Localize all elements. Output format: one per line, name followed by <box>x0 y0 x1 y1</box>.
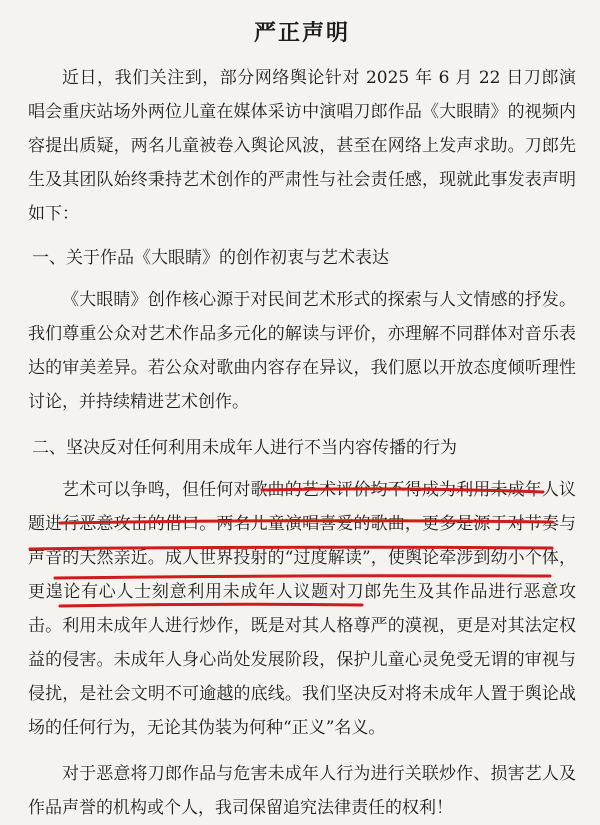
closing-paragraph: 对于恶意将刀郎作品与危害未成年人行为进行关联炒作、损害艺人及作品声誉的机构或个人，我司保留追究法律责任的权利！ <box>28 764 576 818</box>
section1-paragraph: 《大眼睛》创作核心源于对民间艺术形式的探索与人文情感的抒发。我们尊重公众对艺术作品多元化的解读与评价，亦理解不同群体对音乐表达的审美差异。若公众对歌曲内容存在异议，我们愿以开放态度倾听理性讨论，并持续精进艺术创作。 <box>28 290 576 412</box>
section2-paragraph: 艺术可以争鸣，但任何对歌曲的艺术评价均不得成为利用未成年人议题进行恶意攻击的借口。两名儿童演唱喜爱的歌曲，更多是源于对节奏与声音的天然亲近。成人世界投射的“过度解读”，使舆论牵涉到幼小个体，更遑论有心人士刻意利用未成年人议题对刀郎先生及其作品进行恶意攻击。利用未成年人进行炒作，既是对其人格尊严的漠视，更是对其法定权益的侵害。未成年人身心尚处发展阶段，保护儿童心灵免受无谓的审视与侵扰，是社会文明不可逾越的底线。我们坚决反对将未成年人置于舆论战场的任何行为，无论其伪装为何种“正义”名义。 <box>28 480 576 738</box>
intro-paragraph: 近日，我们关注到，部分网络舆论针对 2025 年 6 月 22 日刀郎演唱会重庆站场外两位儿童在媒体采访中演唱刀郎作品《大眼睛》的视频内容提出质疑，两名儿童被卷入舆论风波，甚至在网络上发声求助。刀郎先生及其团队始终秉持艺术创作的严肃性与社会责任感，现就此事发表声明如下： <box>28 68 576 224</box>
section2-heading: 二、坚决反对任何利用未成年人进行不当内容传播的行为 <box>32 438 457 458</box>
document-title: 严正声明 <box>253 20 350 46</box>
section1-heading: 一、关于作品《大眼睛》的创作初衷与艺术表达 <box>32 248 389 268</box>
